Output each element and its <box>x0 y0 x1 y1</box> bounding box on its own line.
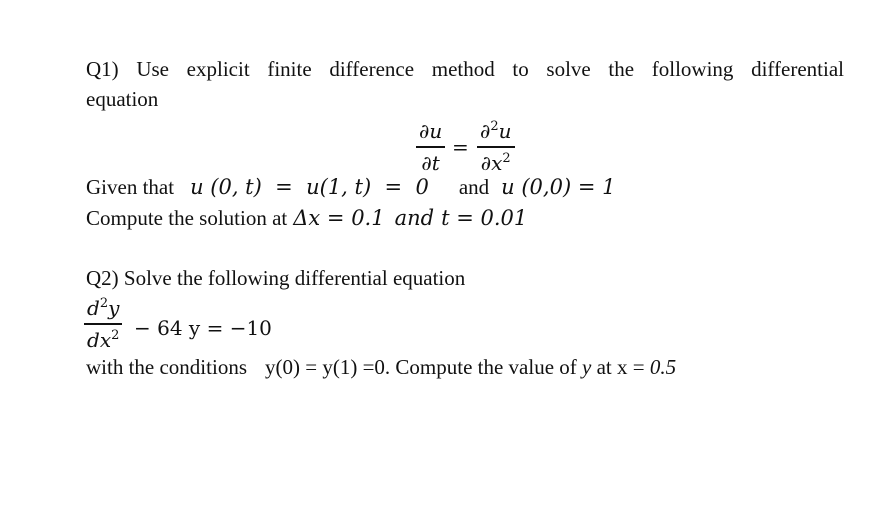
pde-rhs-den-base: ∂x <box>480 150 503 175</box>
ode-rest: − 64 y = −10 <box>134 316 272 340</box>
ode-num-var: y <box>108 296 120 320</box>
pde-rhs-numerator <box>477 119 515 146</box>
compute-dx-expr: Δx = 0.1 <box>293 206 385 230</box>
pde-lhs-fraction <box>416 119 445 175</box>
ode-den-base: dx <box>87 327 112 352</box>
boundary-condition: u (0, t) = u(1, t) = 0 <box>190 175 429 199</box>
q2-title-text: Q2) Solve the following differential equation <box>86 266 466 290</box>
q1-compute-line <box>86 208 527 229</box>
pde-rhs-num-sup: 2 <box>490 119 499 134</box>
initial-condition: u (0,0) = 1 <box>501 175 616 199</box>
q1-given-line <box>86 177 615 198</box>
compute-and: and <box>394 206 435 230</box>
cond-var: y <box>582 355 592 379</box>
ode-fraction <box>84 296 122 352</box>
ode-numerator <box>84 296 122 323</box>
ode-num-base: d <box>87 296 100 320</box>
pde-rhs-den-sup: 2 <box>502 150 511 166</box>
q1-intro-text-2: equation <box>86 87 159 111</box>
pde-lhs-denominator: ∂t <box>421 150 440 175</box>
cond-at: at x = <box>596 355 645 379</box>
compute-label: Compute the solution at <box>86 206 288 230</box>
compute-t-expr: t = 0.01 <box>441 206 528 230</box>
ode-num-sup: 2 <box>99 296 109 311</box>
pde-rhs-num-base: ∂ <box>480 119 491 143</box>
pde-lhs-numerator: ∂u <box>419 119 443 143</box>
q2-title <box>86 268 465 289</box>
ode-denominator <box>84 325 122 352</box>
q1-intro-line-2 <box>86 89 158 110</box>
cond-expr: y(0) = y(1) =0. Compute the value of <box>265 355 577 379</box>
pde-rhs-num-var: u <box>498 119 512 143</box>
cond-value: 0.5 <box>649 355 677 379</box>
q2-conditions-line <box>86 357 676 378</box>
pde-rhs-fraction <box>477 119 515 175</box>
ode-den-sup: 2 <box>111 327 120 343</box>
pde-rhs-denominator <box>477 148 515 175</box>
q1-intro-text: Q1) Use explicit finite difference method to solve the following differential <box>86 57 844 81</box>
pde-equals-sign: = <box>452 135 469 159</box>
q1-intro-line <box>86 59 844 80</box>
and-label: and <box>458 175 490 199</box>
cond-prefix: with the conditions <box>86 355 247 379</box>
given-label: Given that <box>86 175 175 199</box>
